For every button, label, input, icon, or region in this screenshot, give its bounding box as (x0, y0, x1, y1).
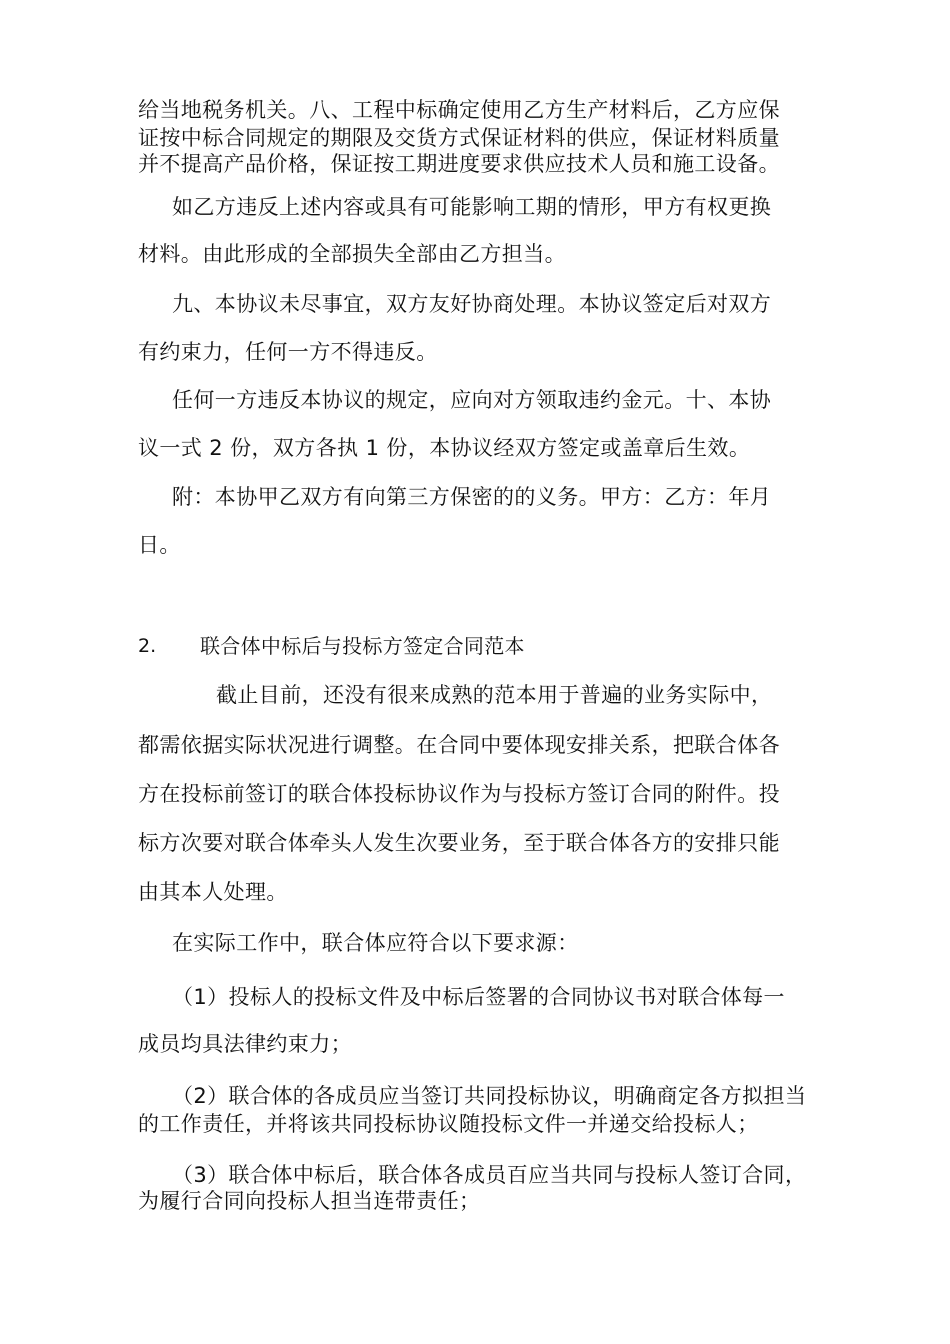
paragraph-line: 给当地税务机关。八、工程中标确定使用乙方生产材料后，乙方应保 (138, 98, 780, 122)
paragraph-line: 成员均具法律约束力； (138, 1032, 352, 1056)
paragraph-line: （2）联合体的各成员应当签订共同投标协议，明确商定各方拟担当 (172, 1084, 807, 1108)
section-title: 联合体中标后与投标方签定合同范本 (200, 634, 525, 658)
paragraph-line: （3）联合体中标后，联合体各成员百应当共同与投标人签订合同， (172, 1163, 807, 1187)
paragraph-line: 任何一方违反本协议的规定，应向对方领取违约金元。十、本协 (172, 388, 772, 412)
paragraph-line: 标方次要对联合体牵头人发生次要业务，至于联合体各方的安排只能 (138, 831, 780, 855)
paragraph-line: 截止目前，还没有很来成熟的范本用于普遍的业务实际中， (216, 683, 773, 707)
paragraph-line: 议一式 2 份，双方各执 1 份，本协议经双方签定或盖章后生效。 (138, 436, 751, 460)
paragraph-line: 如乙方违反上述内容或具有可能影响工期的情形，甲方有权更换 (172, 195, 772, 219)
paragraph-line: 由其本人处理。 (138, 880, 288, 904)
paragraph-line: 的工作责任，并将该共同投标协议随投标文件一并递交给投标人； (138, 1112, 759, 1136)
paragraph-line: 附：本协甲乙双方有向第三方保密的的义务。甲方：乙方：年月 (172, 485, 772, 509)
paragraph-line: 证按中标合同规定的期限及交货方式保证材料的供应，保证材料质量 (138, 126, 780, 150)
paragraph-line: 在实际工作中，联合体应符合以下要求源： (172, 931, 579, 955)
paragraph-line: 有约束力，任何一方不得违反。 (138, 340, 438, 364)
paragraph-line: 九、本协议未尽事宜，双方友好协商处理。本协议签定后对双方 (172, 292, 772, 316)
section-number: 2. (138, 635, 157, 657)
paragraph-line: （1）投标人的投标文件及中标后签署的合同协议书对联合体每一 (172, 985, 785, 1009)
paragraph-line: 日。 (138, 533, 181, 557)
paragraph-line: 方在投标前签订的联合体投标协议作为与投标方签订合同的附件。投 (138, 782, 780, 806)
paragraph-line: 并不提高产品价格，保证按工期进度要求供应技术人员和施工设备。 (138, 152, 780, 176)
paragraph-line: 为履行合同向投标人担当连带责任； (138, 1189, 481, 1213)
paragraph-line: 材料。由此形成的全部损失全部由乙方担当。 (138, 242, 566, 266)
paragraph-line: 都需依据实际状况进行调整。在合同中要体现安排关系，把联合体各 (138, 733, 780, 757)
